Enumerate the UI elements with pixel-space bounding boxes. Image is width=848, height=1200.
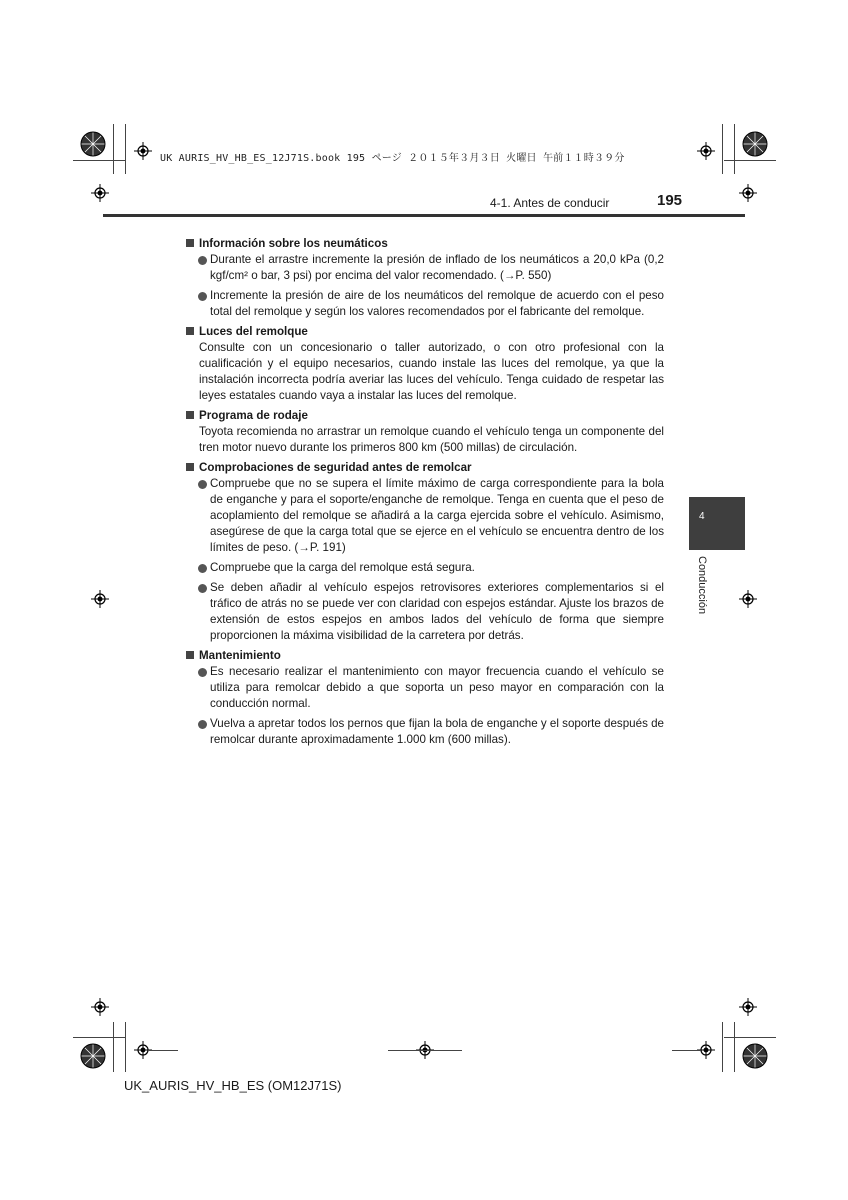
list-item bbox=[186, 716, 664, 748]
list-item bbox=[186, 664, 664, 712]
crop-line bbox=[734, 1022, 735, 1072]
bullet-dot-icon bbox=[198, 584, 207, 593]
print-rosette-icon bbox=[80, 131, 106, 157]
crop-line bbox=[724, 160, 776, 161]
crop-line bbox=[73, 160, 125, 161]
chapter-tab-label: Conducción bbox=[696, 556, 708, 615]
crop-line bbox=[73, 1037, 125, 1038]
section-heading bbox=[186, 460, 664, 476]
header-divider bbox=[103, 214, 745, 217]
registration-mark-icon bbox=[739, 184, 757, 202]
registration-mark-icon bbox=[739, 590, 757, 608]
list-item-text: Durante el arrastre incremente la presión de inflado de los neumáticos a 20,0 kPa (0,2 kgf/cm² o bar, 3 psi) por encima del valor recomendado. (→P. 550) bbox=[210, 253, 664, 282]
registration-mark-icon bbox=[739, 998, 757, 1016]
print-rosette-icon bbox=[742, 1043, 768, 1069]
section-heading bbox=[186, 324, 664, 340]
list-item-text: Es necesario realizar el mantenimiento con mayor frecuencia cuando el vehículo se utiliza para remolcar debido a que soporta un peso mayor en comparación con la conducción normal. bbox=[210, 665, 664, 710]
list-item bbox=[186, 476, 664, 556]
document-code: UK_AURIS_HV_HB_ES (OM12J71S) bbox=[124, 1078, 342, 1093]
bullet-dot-icon bbox=[198, 480, 207, 489]
list-item-text: Se deben añadir al vehículo espejos retrovisores exteriores complementarios si el tráfico de atrás no se puede ver con claridad con espejos estándar. Ajuste los brazos de extensión de estos espejos en ambos lados del vehículo de forma que siempre proporcionen la máxima visibilidad de la carretera por detrás. bbox=[210, 581, 664, 642]
crop-line bbox=[722, 124, 723, 174]
crop-line bbox=[724, 1037, 776, 1038]
section-heading-text: Información sobre los neumáticos bbox=[199, 237, 388, 250]
section-paragraph: Consulte con un concesionario o taller autorizado, o con otro profesional con la cualificación y el equipo necesarios, cuando instale las luces del remolque, ya que la instalación incorrecta podría averiar las luces del vehículo. Tenga cuidado de respetar las leyes estatales cuando vaya a instalar las luces del remolque. bbox=[199, 341, 664, 402]
section-heading-text: Comprobaciones de seguridad antes de remolcar bbox=[199, 461, 472, 474]
list-item-text: Compruebe que la carga del remolque está segura. bbox=[210, 561, 475, 574]
crop-line bbox=[722, 1022, 723, 1072]
crop-line bbox=[113, 124, 114, 174]
crop-line bbox=[125, 1022, 126, 1072]
bullet-dot-icon bbox=[198, 720, 207, 729]
bullet-list bbox=[186, 664, 664, 748]
crop-line bbox=[148, 1050, 178, 1051]
bullet-dot-icon bbox=[198, 668, 207, 677]
main-content bbox=[186, 236, 664, 752]
print-meta-line: UK AURIS_HV_HB_ES_12J71S.book 195 ページ ２０１５年３月３日 火曜日 午前１１時３９分 bbox=[160, 153, 625, 164]
section-heading bbox=[186, 408, 664, 424]
list-item-text: Compruebe que no se supera el límite máximo de carga correspondiente para la bola de enganche y para el soporte/enganche de remolque. Tenga en cuenta que el peso de acoplamiento del remolque se añadirá a la carga ejercida sobre el vehículo. Asimismo, asegúrese de que la carga total que se ejerce en el vehículo se encuentra dentro de los límites de peso. (→P. 191) bbox=[210, 477, 664, 554]
section-title: 4-1. Antes de conducir bbox=[490, 196, 610, 210]
section-heading-text: Luces del remolque bbox=[199, 325, 308, 338]
chapter-tab-number: 4 bbox=[699, 511, 705, 522]
registration-mark-icon bbox=[91, 998, 109, 1016]
bullet-list bbox=[186, 476, 664, 644]
list-item bbox=[186, 252, 664, 284]
square-bullet-icon bbox=[186, 411, 194, 419]
list-item bbox=[186, 580, 664, 644]
print-rosette-icon bbox=[742, 131, 768, 157]
crop-line bbox=[113, 1022, 114, 1072]
section-heading bbox=[186, 648, 664, 664]
square-bullet-icon bbox=[186, 463, 194, 471]
section-paragraph: Toyota recomienda no arrastrar un remolque cuando el vehículo tenga un componente del tren motor nuevo durante los primeros 800 km (500 millas) de circulación. bbox=[199, 425, 664, 454]
bullet-dot-icon bbox=[198, 292, 207, 301]
chapter-tab bbox=[689, 497, 745, 550]
crop-line bbox=[388, 1050, 462, 1051]
bullet-list bbox=[186, 252, 664, 320]
list-item bbox=[186, 288, 664, 320]
bullet-dot-icon bbox=[198, 256, 207, 265]
square-bullet-icon bbox=[186, 239, 194, 247]
list-item-text: Vuelva a apretar todos los pernos que fijan la bola de enganche y el soporte después de remolcar durante aproximadamente 1.000 km (600 millas). bbox=[210, 717, 664, 746]
section-heading-text: Programa de rodaje bbox=[199, 409, 308, 422]
crop-line bbox=[734, 124, 735, 174]
crop-line bbox=[125, 124, 126, 174]
print-rosette-icon bbox=[80, 1043, 106, 1069]
section-heading bbox=[186, 236, 664, 252]
registration-mark-icon bbox=[134, 142, 152, 160]
section-heading-text: Mantenimiento bbox=[199, 649, 281, 662]
square-bullet-icon bbox=[186, 651, 194, 659]
bullet-dot-icon bbox=[198, 564, 207, 573]
square-bullet-icon bbox=[186, 327, 194, 335]
list-item bbox=[186, 560, 664, 576]
crop-line bbox=[672, 1050, 700, 1051]
registration-mark-icon bbox=[91, 590, 109, 608]
registration-mark-icon bbox=[697, 142, 715, 160]
registration-mark-icon bbox=[91, 184, 109, 202]
page-number: 195 bbox=[657, 192, 683, 209]
list-item-text: Incremente la presión de aire de los neumáticos del remolque de acuerdo con el peso total del remolque y según los valores recomendados por el fabricante del remolque. bbox=[210, 289, 664, 318]
